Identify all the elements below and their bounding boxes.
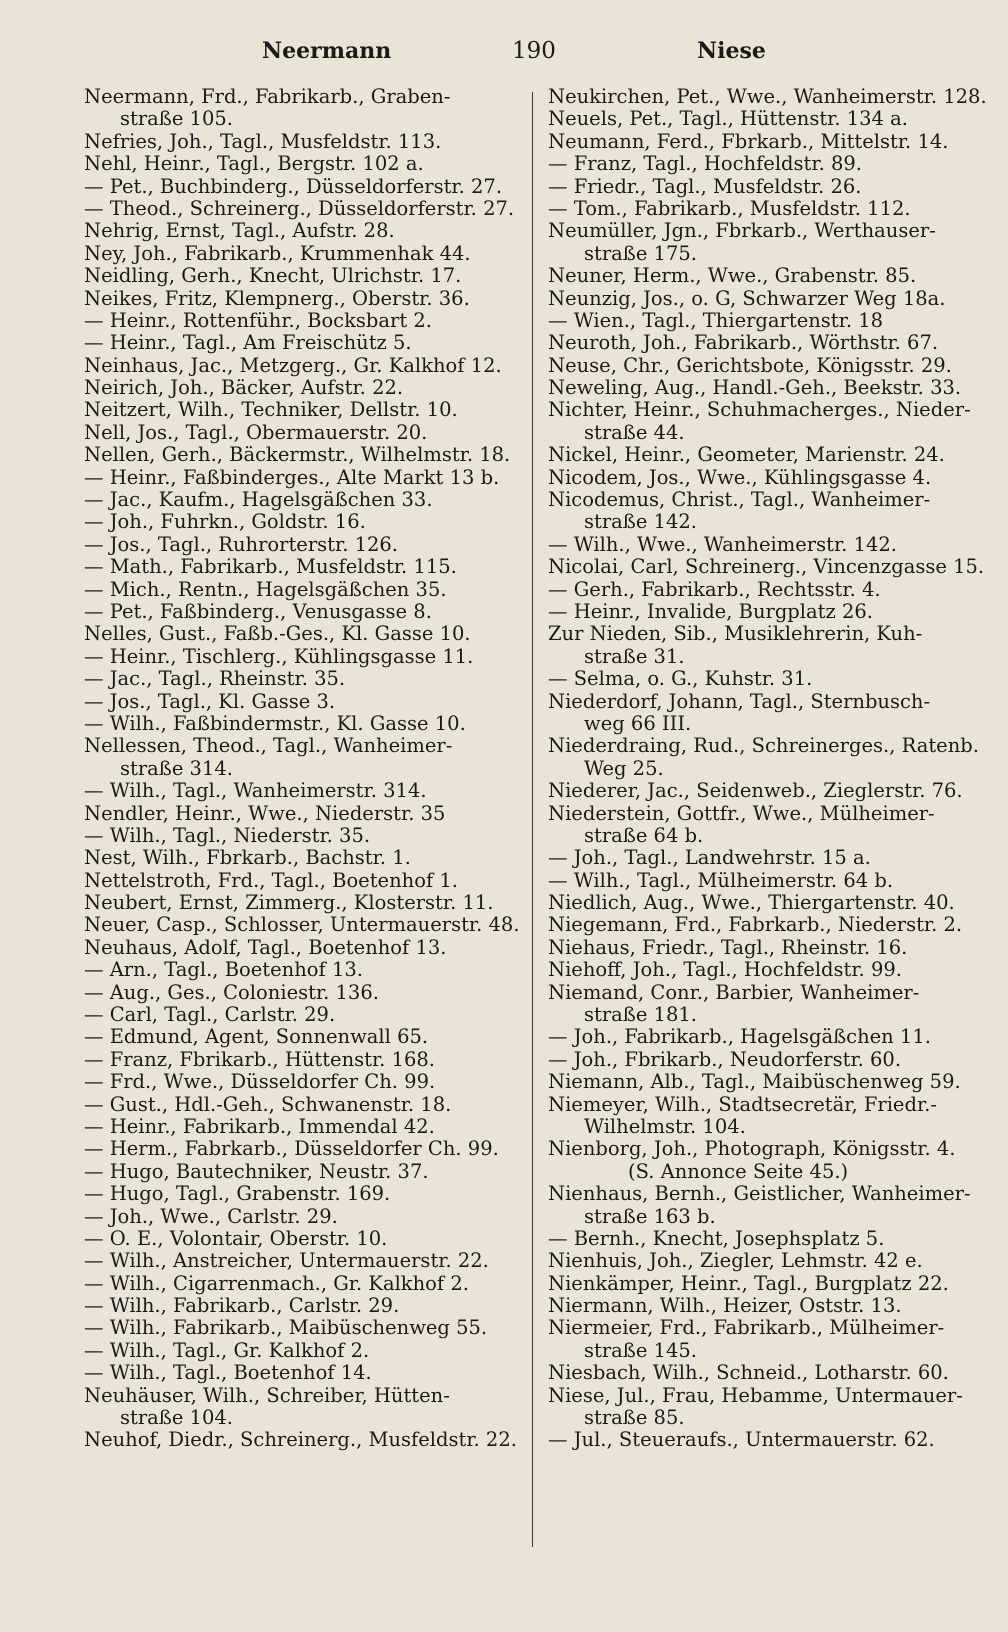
- directory-entry-line: Niehoff, Joh., Tagl., Hochfeldstr. 99.: [548, 958, 902, 982]
- directory-entry-line: Nettelstroth, Frd., Tagl., Boetenhof 1.: [84, 868, 458, 892]
- directory-entry-line: Neidling, Gerh., Knecht, Ulrichstr. 17.: [84, 264, 462, 288]
- directory-entry-line: — Heinr., Fabrikarb., Immendal 42.: [84, 1114, 435, 1138]
- directory-entry-line: straße 44.: [584, 420, 685, 444]
- directory-entry-line: Nellen, Gerh., Bäckermstr., Wilhelmstr. 18.: [84, 443, 511, 467]
- directory-entry-line: — Jul., Steueraufs., Untermauerstr. 62.: [548, 1428, 935, 1452]
- directory-entry-line: straße 142.: [584, 510, 697, 534]
- directory-entry-line: Zur Nieden, Sib., Musiklehrerin, Kuh-: [548, 622, 923, 646]
- directory-entry-line: Nienborg, Joh., Photograph, Königsstr. 4.: [548, 1137, 956, 1161]
- directory-entry-line: — Pet., Faßbinderg., Venusgasse 8.: [84, 599, 432, 623]
- directory-entry-line: — O. E., Volontair, Oberstr. 10.: [84, 1226, 388, 1250]
- page-number: 190: [512, 38, 556, 64]
- directory-entry-line: Niederdorf, Johann, Tagl., Sternbusch-: [548, 689, 931, 713]
- directory-entry-line: Neubert, Ernst, Zimmerg., Klosterstr. 11.: [84, 891, 494, 915]
- directory-entry-line: Nelles, Gust., Faßb.-Ges., Kl. Gasse 10.: [84, 622, 471, 646]
- directory-entry-line: weg 66 III.: [584, 711, 692, 735]
- directory-entry-line: — Wilh., Cigarrenmach., Gr. Kalkhof 2.: [84, 1271, 469, 1295]
- directory-entry-line: Neirich, Joh., Bäcker, Aufstr. 22.: [84, 376, 404, 400]
- directory-entry-line: Neumüller, Jgn., Fbrkarb., Werthauser-: [548, 219, 936, 243]
- header-right-running-head: Niese: [697, 38, 766, 64]
- directory-entry-line: — Heinr., Tischlerg., Kühlingsgasse 11.: [84, 644, 474, 668]
- directory-entry-line: — Wilh., Tagl., Boetenhof 14.: [84, 1361, 372, 1385]
- directory-entry-line: Neunzig, Jos., o. G, Schwarzer Weg 18a.: [548, 286, 946, 310]
- directory-entry-line: — Wilh., Tagl., Mülheimerstr. 64 b.: [548, 868, 894, 892]
- directory-entry-line: — Franz, Tagl., Hochfeldstr. 89.: [548, 152, 862, 176]
- directory-entry-line: Niederer, Jac., Seidenweb., Zieglerstr. 76.: [548, 779, 963, 803]
- directory-entry-line: — Edmund, Agent, Sonnenwall 65.: [84, 1025, 429, 1049]
- directory-entry-line: — Hugo, Bautechniker, Neustr. 37.: [84, 1159, 429, 1183]
- directory-entry-line: — Frd., Wwe., Düsseldorfer Ch. 99.: [84, 1070, 436, 1094]
- directory-entry-line: — Gust., Hdl.-Geh., Schwanenstr. 18.: [84, 1092, 452, 1116]
- directory-entry-line: Niederdraing, Rud., Schreinerges., Ratenb.: [548, 734, 979, 758]
- directory-entry-line: Nefries, Joh., Tagl., Musfeldstr. 113.: [84, 129, 442, 153]
- directory-entry-line: — Wilh., Faßbindermstr., Kl. Gasse 10.: [84, 711, 466, 735]
- directory-entry-line: — Wien., Tagl., Thiergartenstr. 18: [548, 308, 884, 332]
- directory-entry-line: — Franz, Fbrikarb., Hüttenstr. 168.: [84, 1047, 435, 1071]
- directory-entry-line: — Joh., Fabrikarb., Hagelsgäßchen 11.: [548, 1025, 931, 1049]
- directory-entry-line: straße 181.: [584, 1003, 697, 1027]
- directory-entry-line: Neikes, Fritz, Klempnerg., Oberstr. 36.: [84, 286, 470, 310]
- directory-entry-line: straße 163 b.: [584, 1204, 716, 1228]
- directory-entry-line: Niermeier, Frd., Fabrikarb., Mülheimer-: [548, 1316, 945, 1340]
- directory-entry-line: — Wilh., Fabrikarb., Carlstr. 29.: [84, 1294, 400, 1318]
- directory-entry-line: — Selma, o. G., Kuhstr. 31.: [548, 667, 813, 691]
- directory-entry-line: Niemand, Conr., Barbier, Wanheimer-: [548, 980, 920, 1004]
- directory-entry-line: — Wilh., Tagl., Niederstr. 35.: [84, 823, 371, 847]
- directory-entry-line: — Joh., Fbrikarb., Neudorferstr. 60.: [548, 1047, 902, 1071]
- directory-entry-line: — Heinr., Rottenführ., Bocksbart 2.: [84, 308, 433, 332]
- directory-entry-line: Nell, Jos., Tagl., Obermauerstr. 20.: [84, 420, 428, 444]
- right-column: [548, 85, 987, 1452]
- directory-entry-line: Nicodem, Jos., Wwe., Kühlingsgasse 4.: [548, 465, 932, 489]
- directory-entry-line: Neitzert, Wilh., Techniker, Dellstr. 10.: [84, 398, 458, 422]
- directory-entry-line: straße 314.: [120, 756, 233, 780]
- directory-entry-line: Nellessen, Theod., Tagl., Wanheimer-: [84, 734, 453, 758]
- directory-entry-line: Niese, Jul., Frau, Hebamme, Untermauer-: [548, 1383, 963, 1407]
- directory-entry-line: — Mich., Rentn., Hagelsgäßchen 35.: [84, 577, 447, 601]
- directory-entry-line: — Wilh., Tagl., Wanheimerstr. 314.: [84, 779, 427, 803]
- directory-entry-line: Neermann, Frd., Fabrikarb., Graben-: [84, 85, 451, 108]
- directory-entry-line: — Arn., Tagl., Boetenhof 13.: [84, 958, 363, 982]
- directory-entry-line: Niemann, Alb., Tagl., Maibüschenweg 59.: [548, 1070, 961, 1094]
- directory-entry-line: Niedlich, Aug., Wwe., Thiergartenstr. 40.: [548, 891, 955, 915]
- directory-entry-line: Ney, Joh., Fabrikarb., Krummenhak 44.: [84, 241, 471, 265]
- directory-entry-line: Neuhof, Diedr., Schreinerg., Musfeldstr. 22.: [84, 1428, 517, 1452]
- directory-entry-line: Nichter, Heinr., Schuhmacherges., Nieder-: [548, 398, 971, 422]
- directory-entry-line: Nienhuis, Joh., Ziegler, Lehmstr. 42 e.: [548, 1249, 923, 1273]
- directory-entry-line: — Theod., Schreinerg., Düsseldorferstr. 27.: [84, 196, 515, 220]
- directory-entry-line: — Wilh., Fabrikarb., Maibüschenweg 55.: [84, 1316, 488, 1340]
- directory-entry-line: — Bernh., Knecht, Josephsplatz 5.: [548, 1226, 885, 1250]
- directory-entry-line: Niehaus, Friedr., Tagl., Rheinstr. 16.: [548, 935, 908, 959]
- directory-entry-line: — Herm., Fabrkarb., Düsseldorfer Ch. 99.: [84, 1137, 499, 1161]
- directory-entry-line: Weg 25.: [584, 756, 664, 780]
- directory-entry-line: — Heinr., Tagl., Am Freischütz 5.: [84, 331, 412, 355]
- directory-entry-line: — Aug., Ges., Coloniestr. 136.: [84, 980, 379, 1004]
- directory-entry-line: Nienkämper, Heinr., Tagl., Burgplatz 22.: [548, 1271, 949, 1295]
- directory-entry-line: Niemeyer, Wilh., Stadtsecretär, Friedr.-: [548, 1092, 937, 1116]
- directory-entry-line: Nickel, Heinr., Geometer, Marienstr. 24.: [548, 443, 945, 467]
- directory-entry-line: — Pet., Buchbinderg., Düsseldorferstr. 27.: [84, 174, 503, 198]
- directory-entry-line: straße 105.: [120, 107, 233, 131]
- directory-entry-line: — Math., Fabrikarb., Musfeldstr. 115.: [84, 555, 457, 579]
- directory-entry-line: — Gerh., Fabrikarb., Rechtsstr. 4.: [548, 577, 881, 601]
- directory-entry-line: Neuroth, Joh., Fabrikarb., Wörthstr. 67.: [548, 331, 939, 355]
- directory-entry-line: Neukirchen, Pet., Wwe., Wanheimerstr. 128.: [548, 85, 987, 108]
- directory-entry-line: straße 31.: [584, 644, 685, 668]
- directory-entry-line: Nicolai, Carl, Schreinerg., Vincenzgasse 15.: [548, 555, 985, 579]
- directory-entry-line: straße 104.: [120, 1406, 233, 1430]
- directory-entry-line: Nienhaus, Bernh., Geistlicher, Wanheimer-: [548, 1182, 971, 1206]
- directory-entry-line: Niesbach, Wilh., Schneid., Lotharstr. 60.: [548, 1361, 949, 1385]
- directory-entry-line: Wilhelmstr. 104.: [584, 1114, 746, 1138]
- directory-entry-line: Neinhaus, Jac., Metzgerg., Gr. Kalkhof 12.: [84, 353, 502, 377]
- directory-entry-line: Niermann, Wilh., Heizer, Oststr. 13.: [548, 1294, 902, 1318]
- directory-entry-line: — Jac., Kaufm., Hagelsgäßchen 33.: [84, 488, 433, 512]
- directory-entry-line: Neuhaus, Adolf, Tagl., Boetenhof 13.: [84, 935, 447, 959]
- directory-entry-line: — Jos., Tagl., Ruhrorterstr. 126.: [84, 532, 399, 556]
- directory-entry-line: Neumann, Ferd., Fbrkarb., Mittelstr. 14.: [548, 129, 949, 153]
- directory-entry-line: — Hugo, Tagl., Grabenstr. 169.: [84, 1182, 391, 1206]
- directory-entry-line: straße 64 b.: [584, 823, 704, 847]
- directory-entry-line: Nehrig, Ernst, Tagl., Aufstr. 28.: [84, 219, 395, 243]
- directory-entry-line: straße 175.: [584, 241, 697, 265]
- directory-entry-line: Neweling, Aug., Handl.-Geh., Beekstr. 33.: [548, 376, 962, 400]
- directory-entry-line: — Joh., Wwe., Carlstr. 29.: [84, 1204, 338, 1228]
- directory-entry-line: straße 145.: [584, 1338, 697, 1362]
- directory-entry-line: Nicodemus, Christ., Tagl., Wanheimer-: [548, 488, 931, 512]
- directory-entry-line: Neuner, Herm., Wwe., Grabenstr. 85.: [548, 264, 917, 288]
- header-left-running-head: Neermann: [262, 38, 392, 64]
- directory-entry-line: straße 85.: [584, 1406, 685, 1430]
- directory-entry-line: — Carl, Tagl., Carlstr. 29.: [84, 1003, 336, 1027]
- directory-entry-line: — Heinr., Faßbinderges., Alte Markt 13 b.: [84, 465, 500, 489]
- column-divider: [532, 92, 533, 1547]
- directory-entry-line: Neuels, Pet., Tagl., Hüttenstr. 134 a.: [548, 107, 908, 131]
- directory-entry-line: — Joh., Tagl., Landwehrstr. 15 a.: [548, 846, 871, 870]
- directory-entry-line: Nehl, Heinr., Tagl., Bergstr. 102 a.: [84, 152, 424, 176]
- directory-entry-line: Niegemann, Frd., Fabrkarb., Niederstr. 2.: [548, 913, 963, 937]
- directory-entry-line: — Friedr., Tagl., Musfeldstr. 26.: [548, 174, 862, 198]
- directory-entry-line: Nendler, Heinr., Wwe., Niederstr. 35: [84, 801, 446, 825]
- directory-entry-line: — Wilh., Wwe., Wanheimerstr. 142.: [548, 532, 897, 556]
- directory-entry-line: — Jac., Tagl., Rheinstr. 35.: [84, 667, 346, 691]
- directory-entry-line: Neuhäuser, Wilh., Schreiber, Hütten-: [84, 1383, 450, 1407]
- directory-entry-line: Nest, Wilh., Fbrkarb., Bachstr. 1.: [84, 846, 411, 870]
- directory-entry-line: — Jos., Tagl., Kl. Gasse 3.: [84, 689, 336, 713]
- directory-entry-line: — Tom., Fabrikarb., Musfeldstr. 112.: [548, 196, 911, 220]
- directory-entry-line: Neuse, Chr., Gerichtsbote, Königsstr. 29.: [548, 353, 952, 377]
- directory-entry-line: Neuer, Casp., Schlosser, Untermauerstr. 48.: [84, 913, 520, 937]
- directory-entry-line: — Joh., Fuhrkn., Goldstr. 16.: [84, 510, 366, 534]
- directory-entry-line: Niederstein, Gottfr., Wwe., Mülheimer-: [548, 801, 935, 825]
- directory-entry-line: (S. Annonce Seite 45.): [628, 1159, 849, 1183]
- directory-entry-line: — Wilh., Tagl., Gr. Kalkhof 2.: [84, 1338, 370, 1362]
- left-column: [84, 86, 520, 1452]
- directory-entry-line: — Wilh., Anstreicher, Untermauerstr. 22.: [84, 1249, 489, 1273]
- page-header: [0, 38, 1008, 78]
- directory-entry-line: — Heinr., Invalide, Burgplatz 26.: [548, 599, 873, 623]
